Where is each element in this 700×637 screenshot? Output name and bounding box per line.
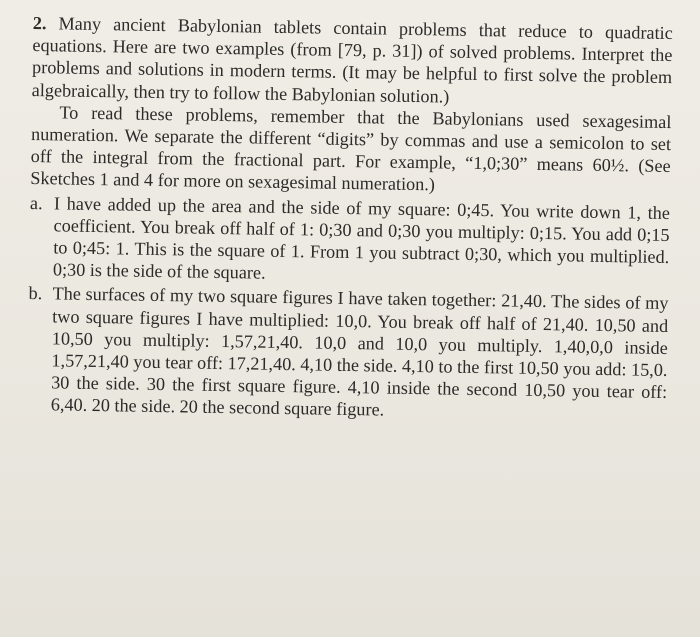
intro-text: Many ancient Babylonian tablets contain problems that reduce to quadratic equations. Here are two examples (from [79, p. 31]) of solved problems. Interpret the problems and solutions in modern terms. (It may be helpful to first solve the problem algebraically, then try to follow the Babylonian solution.) <box>31 13 673 107</box>
problem-item-a <box>29 192 670 291</box>
item-text: I have added up the area and the side of my square: 0;45. You write down 1, the coefficient. You break off half of 1: 0;30 and 0;30 you multiply: 0;15. You add 0;15 to 0;45: 1. This is the square of 1. From 1 you subtract 0;30, which you multiplied. 0;30 is the side of the square. <box>52 192 671 283</box>
problem-item-b <box>27 282 669 425</box>
problem-intro <box>32 12 673 111</box>
item-text: The surfaces of my two square figures I have taken together: 21,40. The sides of my two square figures I have multiplied: 10,0. You break off half of 21,40. 10,50 and 10,50 you multiply: 1,57,21,40. 10,0 and 10,0 you multiply. 1,40,0,0 inside 1,57,21,40 you tear off: 17,21,40. 4,10 the side. 4,10 to the first 10,50 you add: 15,0. 30 the side. 30 the first square figure. 4,10 inside the second 10,50 you tear off: 6,40. 20 the side. 20 the second square figure. <box>50 283 669 421</box>
problem-items <box>27 192 670 426</box>
item-label: b. <box>28 283 43 304</box>
numeration-note: To read these problems, remember that the Babylonians used sexagesimal numeration. We separate the different “digits” by commas and use a semicolon to set off the integral from the fractional part. For example, “1,0;30” means 60½. (See Sketches 1 and 4 for more on sexagesimal numeration.) <box>30 102 672 195</box>
problem-block <box>27 12 673 426</box>
item-label: a. <box>29 192 43 213</box>
problem-number: 2. <box>32 12 47 34</box>
